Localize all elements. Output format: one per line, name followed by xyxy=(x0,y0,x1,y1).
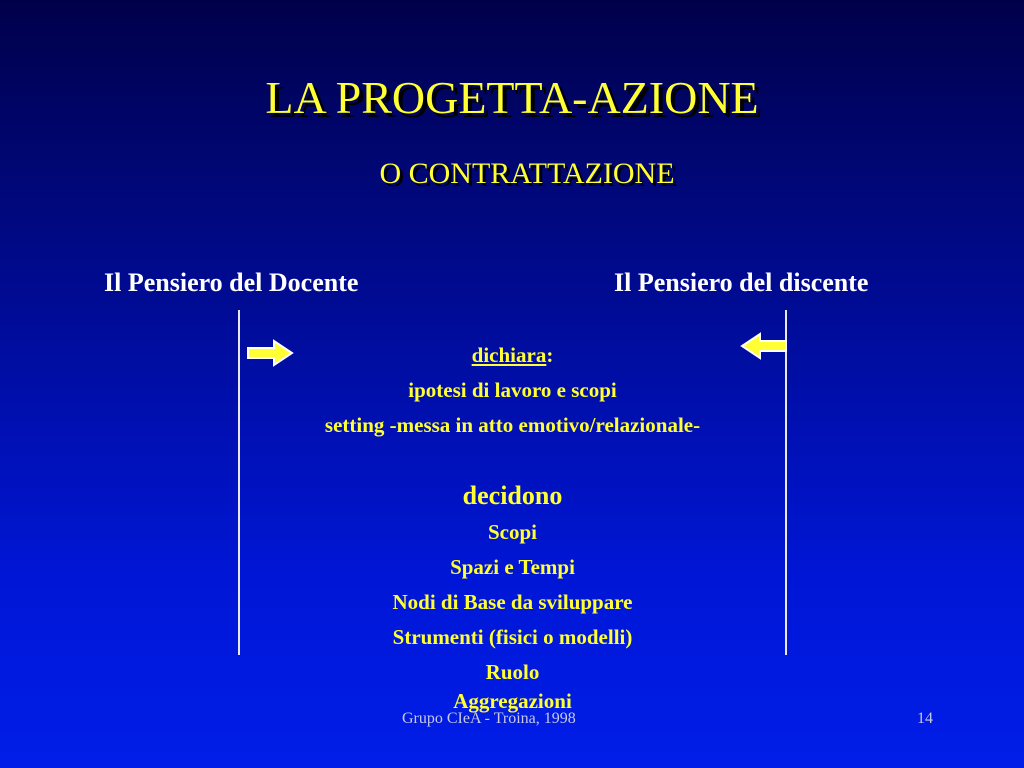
dichiara-label: dichiara xyxy=(471,343,547,367)
dichiara-heading xyxy=(240,338,785,373)
decidono-item: Nodi di Base da sviluppare xyxy=(392,590,633,614)
decidono-block xyxy=(240,477,785,690)
decidono-item: Ruolo xyxy=(485,660,540,684)
dichiara-colon: : xyxy=(546,343,554,367)
decidono-item: Scopi xyxy=(487,520,537,544)
slide-subtitle: O CONTRATTAZIONE xyxy=(379,157,675,190)
discente-heading: Il Pensiero del discente xyxy=(614,268,869,297)
dichiara-line: setting -messa in atto emotivo/relazionale- xyxy=(324,413,701,437)
docente-heading: Il Pensiero del Docente xyxy=(104,268,359,297)
page-number: 14 xyxy=(917,710,933,727)
dichiara-block xyxy=(240,338,785,443)
slide-title: LA PROGETTA-AZIONE xyxy=(265,72,759,123)
dichiara-line: ipotesi di lavoro e scopi xyxy=(408,378,617,402)
right-divider xyxy=(785,310,787,655)
footer-credit: Grupo CIeA - Troina, 1998 xyxy=(402,710,576,727)
decidono-item-last: Aggregazioni xyxy=(453,689,572,713)
decidono-heading: decidono xyxy=(462,481,563,510)
decidono-item: Spazi e Tempi xyxy=(450,555,575,579)
decidono-item: Strumenti (fisici o modelli) xyxy=(392,625,633,649)
